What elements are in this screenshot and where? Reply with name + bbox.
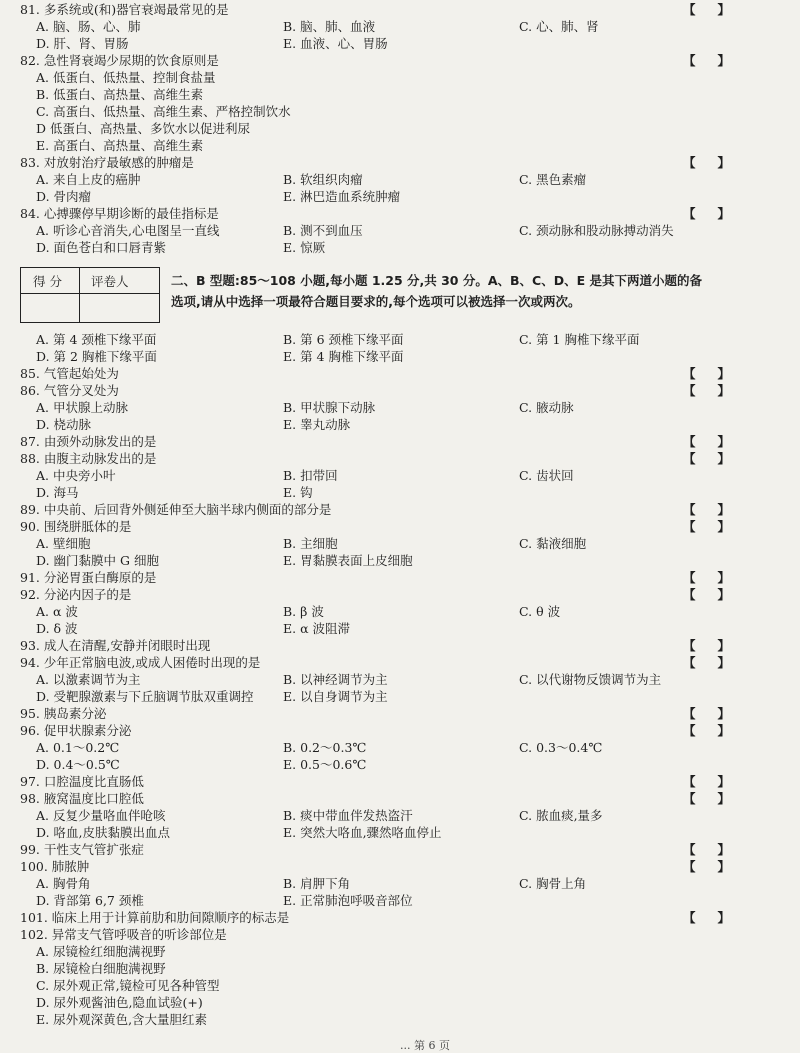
- question-stem: A. 低蛋白、低热量、控制食盐量: [36, 70, 216, 85]
- answer-option: E. 以自身调节为主: [283, 689, 388, 704]
- answer-bracket[interactable]: 【 】: [683, 706, 731, 721]
- question-stem: E. 血液、心、胃肠: [283, 36, 388, 51]
- answer-bracket[interactable]: 【 】: [683, 655, 731, 670]
- answer-bracket[interactable]: 【 】: [683, 502, 731, 517]
- answer-option: E. 尿外观深黄色,含大量胆红素: [36, 1012, 208, 1027]
- question-stem: 83. 对放射治疗最敏感的肿瘤是: [20, 155, 194, 170]
- answer-option: B. 以神经调节为主: [283, 672, 388, 687]
- question-stem: B. 软组织肉瘤: [283, 172, 363, 187]
- question-stem: 89. 中央前、后回背外侧延伸至大脑半球内侧面的部分是: [20, 502, 332, 517]
- answer-option: D. 幽门黏膜中 G 细胞: [36, 553, 159, 568]
- question-stem: 92. 分泌内因子的是: [20, 587, 132, 602]
- answer-bracket[interactable]: 【 】: [683, 53, 731, 68]
- answer-option: D. 海马: [36, 485, 79, 500]
- question-stem: 97. 口腔温度比直肠低: [20, 774, 144, 789]
- answer-option: A. 甲状腺上动脉: [36, 400, 128, 415]
- question-stem: C. 高蛋白、低热量、高维生素、严格控制饮水: [36, 104, 291, 119]
- answer-option: A. 胸骨角: [36, 876, 91, 891]
- answer-option: D. 咯血,皮肤黏膜出血点: [36, 825, 170, 840]
- reviewer-label: 评卷人: [91, 274, 129, 289]
- question-stem: E. 淋巴造血系统肿瘤: [283, 189, 401, 204]
- answer-option: D. 桡动脉: [36, 417, 92, 432]
- question-stem: A. 脑、肠、心、肺: [36, 19, 141, 34]
- answer-option: A. 以激素调节为主: [36, 672, 141, 687]
- question-stem: 99. 干性支气管扩张症: [20, 842, 144, 857]
- answer-option: B. 痰中带血伴发热盗汗: [283, 808, 413, 823]
- question-stem: D. 面色苍白和口唇青紫: [36, 240, 167, 255]
- answer-bracket[interactable]: 【 】: [683, 842, 731, 857]
- answer-bracket[interactable]: 【 】: [683, 451, 731, 466]
- answer-option: A. 尿镜检红细胞满视野: [36, 944, 166, 959]
- answer-bracket[interactable]: 【 】: [683, 366, 731, 381]
- section-title-line1: 二、B 型题:85～108 小题,每小题 1.25 分,共 30 分。A、B、C、D、E 是其下两道小题的备: [171, 273, 703, 288]
- answer-option: E. 钩: [283, 485, 313, 500]
- question-stem: D. 骨肉瘤: [36, 189, 92, 204]
- answer-option: E. α 波阻滞: [283, 621, 350, 636]
- answer-bracket[interactable]: 【 】: [683, 383, 731, 398]
- answer-option: C. 腋动脉: [519, 400, 574, 415]
- answer-option: B. 0.2～0.3℃: [283, 740, 367, 755]
- answer-option: C. 以代谢物反馈调节为主: [519, 672, 662, 687]
- question-stem: A. 听诊心音消失,心电图呈一直线: [36, 223, 220, 238]
- answer-bracket[interactable]: 【 】: [683, 723, 731, 738]
- score-label: 得 分: [33, 274, 62, 289]
- answer-option: A. α 波: [36, 604, 78, 619]
- answer-option: C. 齿状回: [519, 468, 574, 483]
- answer-option: C. 黏液细胞: [519, 536, 587, 551]
- answer-option: A. 0.1～0.2℃: [36, 740, 120, 755]
- question-stem: 102. 异常支气管呼吸音的听诊部位是: [20, 927, 227, 942]
- question-stem: 93. 成人在清醒,安静并闭眼时出现: [20, 638, 211, 653]
- score-table-divider: [79, 268, 80, 322]
- answer-option: D. 尿外观酱油色,隐血试验(+): [36, 995, 203, 1010]
- question-stem: 82. 急性肾衰竭少尿期的饮食原则是: [20, 53, 219, 68]
- answer-option: E. 胃黏膜表面上皮细胞: [283, 553, 413, 568]
- answer-bracket[interactable]: 【 】: [683, 791, 731, 806]
- answer-option: A. 壁细胞: [36, 536, 91, 551]
- answer-option: B. 扣带回: [283, 468, 338, 483]
- answer-bracket[interactable]: 【 】: [683, 859, 731, 874]
- question-stem: 98. 腋窝温度比口腔低: [20, 791, 144, 806]
- question-stem: B. 脑、肺、血液: [283, 19, 376, 34]
- question-stem: D 低蛋白、高热量、多饮水以促进利尿: [36, 121, 250, 136]
- question-stem: 96. 促甲状腺素分泌: [20, 723, 132, 738]
- answer-bracket[interactable]: 【 】: [683, 587, 731, 602]
- answer-option: E. 第 4 胸椎下缘平面: [283, 349, 404, 364]
- question-stem: 81. 多系统或(和)器官衰竭最常见的是: [20, 2, 229, 17]
- question-stem: E. 高蛋白、高热量、高维生素: [36, 138, 204, 153]
- question-stem: C. 黑色素瘤: [519, 172, 587, 187]
- answer-option: E. 突然大咯血,骤然咯血停止: [283, 825, 442, 840]
- question-stem: 90. 围绕胼胝体的是: [20, 519, 132, 534]
- answer-option: D. 0.4～0.5℃: [36, 757, 120, 772]
- answer-bracket[interactable]: 【 】: [683, 570, 731, 585]
- answer-option: B. 肩胛下角: [283, 876, 351, 891]
- answer-option: D. 第 2 胸椎下缘平面: [36, 349, 157, 364]
- answer-option: D. δ 波: [36, 621, 78, 636]
- section-title-line2: 选项,请从中选择一项最符合题目要求的,每个选项可以被选择一次或两次。: [171, 294, 581, 309]
- question-stem: 88. 由腹主动脉发出的是: [20, 451, 157, 466]
- question-stem: 100. 肺脓肿: [20, 859, 90, 874]
- answer-option: A. 中央旁小叶: [36, 468, 116, 483]
- answer-option: C. 胸骨上角: [519, 876, 587, 891]
- answer-option: B. 主细胞: [283, 536, 338, 551]
- answer-option: E. 0.5～0.6℃: [283, 757, 367, 772]
- answer-option: C. 脓血痰,量多: [519, 808, 603, 823]
- answer-bracket[interactable]: 【 】: [683, 638, 731, 653]
- answer-bracket[interactable]: 【 】: [683, 434, 731, 449]
- question-stem: 84. 心搏骤停早期诊断的最佳指标是: [20, 206, 219, 221]
- answer-option: D. 背部第 6,7 颈椎: [36, 893, 144, 908]
- answer-option: B. 尿镜检白细胞满视野: [36, 961, 166, 976]
- answer-bracket[interactable]: 【 】: [683, 519, 731, 534]
- question-stem: C. 心、肺、肾: [519, 19, 599, 34]
- answer-option: C. 第 1 胸椎下缘平面: [519, 332, 640, 347]
- answer-option: C. θ 波: [519, 604, 561, 619]
- question-stem: 101. 临床上用于计算前肋和肋间隙顺序的标志是: [20, 910, 290, 925]
- question-stem: C. 颈动脉和股动脉搏动消失: [519, 223, 674, 238]
- answer-bracket[interactable]: 【 】: [683, 206, 731, 221]
- question-stem: 87. 由颈外动脉发出的是: [20, 434, 157, 449]
- score-table: [20, 267, 160, 323]
- answer-bracket[interactable]: 【 】: [683, 910, 731, 925]
- question-stem: B. 测不到血压: [283, 223, 363, 238]
- answer-bracket[interactable]: 【 】: [683, 774, 731, 789]
- question-stem: 94. 少年正常脑电波,或成人困倦时出现的是: [20, 655, 261, 670]
- answer-option: B. 甲状腺下动脉: [283, 400, 376, 415]
- answer-option: A. 反复少量咯血伴呛咳: [36, 808, 166, 823]
- answer-option: A. 第 4 颈椎下缘平面: [36, 332, 157, 347]
- question-stem: 91. 分泌胃蛋白酶原的是: [20, 570, 157, 585]
- question-stem: B. 低蛋白、高热量、高维生素: [36, 87, 204, 102]
- answer-option: C. 尿外观正常,镜检可见各种管型: [36, 978, 220, 993]
- question-stem: E. 惊厥: [283, 240, 326, 255]
- answer-option: C. 0.3～0.4℃: [519, 740, 603, 755]
- answer-option: D. 受靶腺激素与下丘脑调节肽双重调控: [36, 689, 254, 704]
- question-stem: 85. 气管起始处为: [20, 366, 119, 381]
- answer-option: E. 睾丸动脉: [283, 417, 351, 432]
- question-stem: 86. 气管分叉处为: [20, 383, 119, 398]
- question-stem: A. 来自上皮的癌肿: [36, 172, 141, 187]
- answer-option: E. 正常肺泡呼吸音部位: [283, 893, 413, 908]
- answer-option: B. β 波: [283, 604, 324, 619]
- answer-option: B. 第 6 颈椎下缘平面: [283, 332, 404, 347]
- question-stem: 95. 胰岛素分泌: [20, 706, 107, 721]
- page-footer: ... 第 6 页: [400, 1039, 450, 1052]
- question-stem: D. 肝、肾、胃肠: [36, 36, 129, 51]
- answer-bracket[interactable]: 【 】: [683, 2, 731, 17]
- answer-bracket[interactable]: 【 】: [683, 155, 731, 170]
